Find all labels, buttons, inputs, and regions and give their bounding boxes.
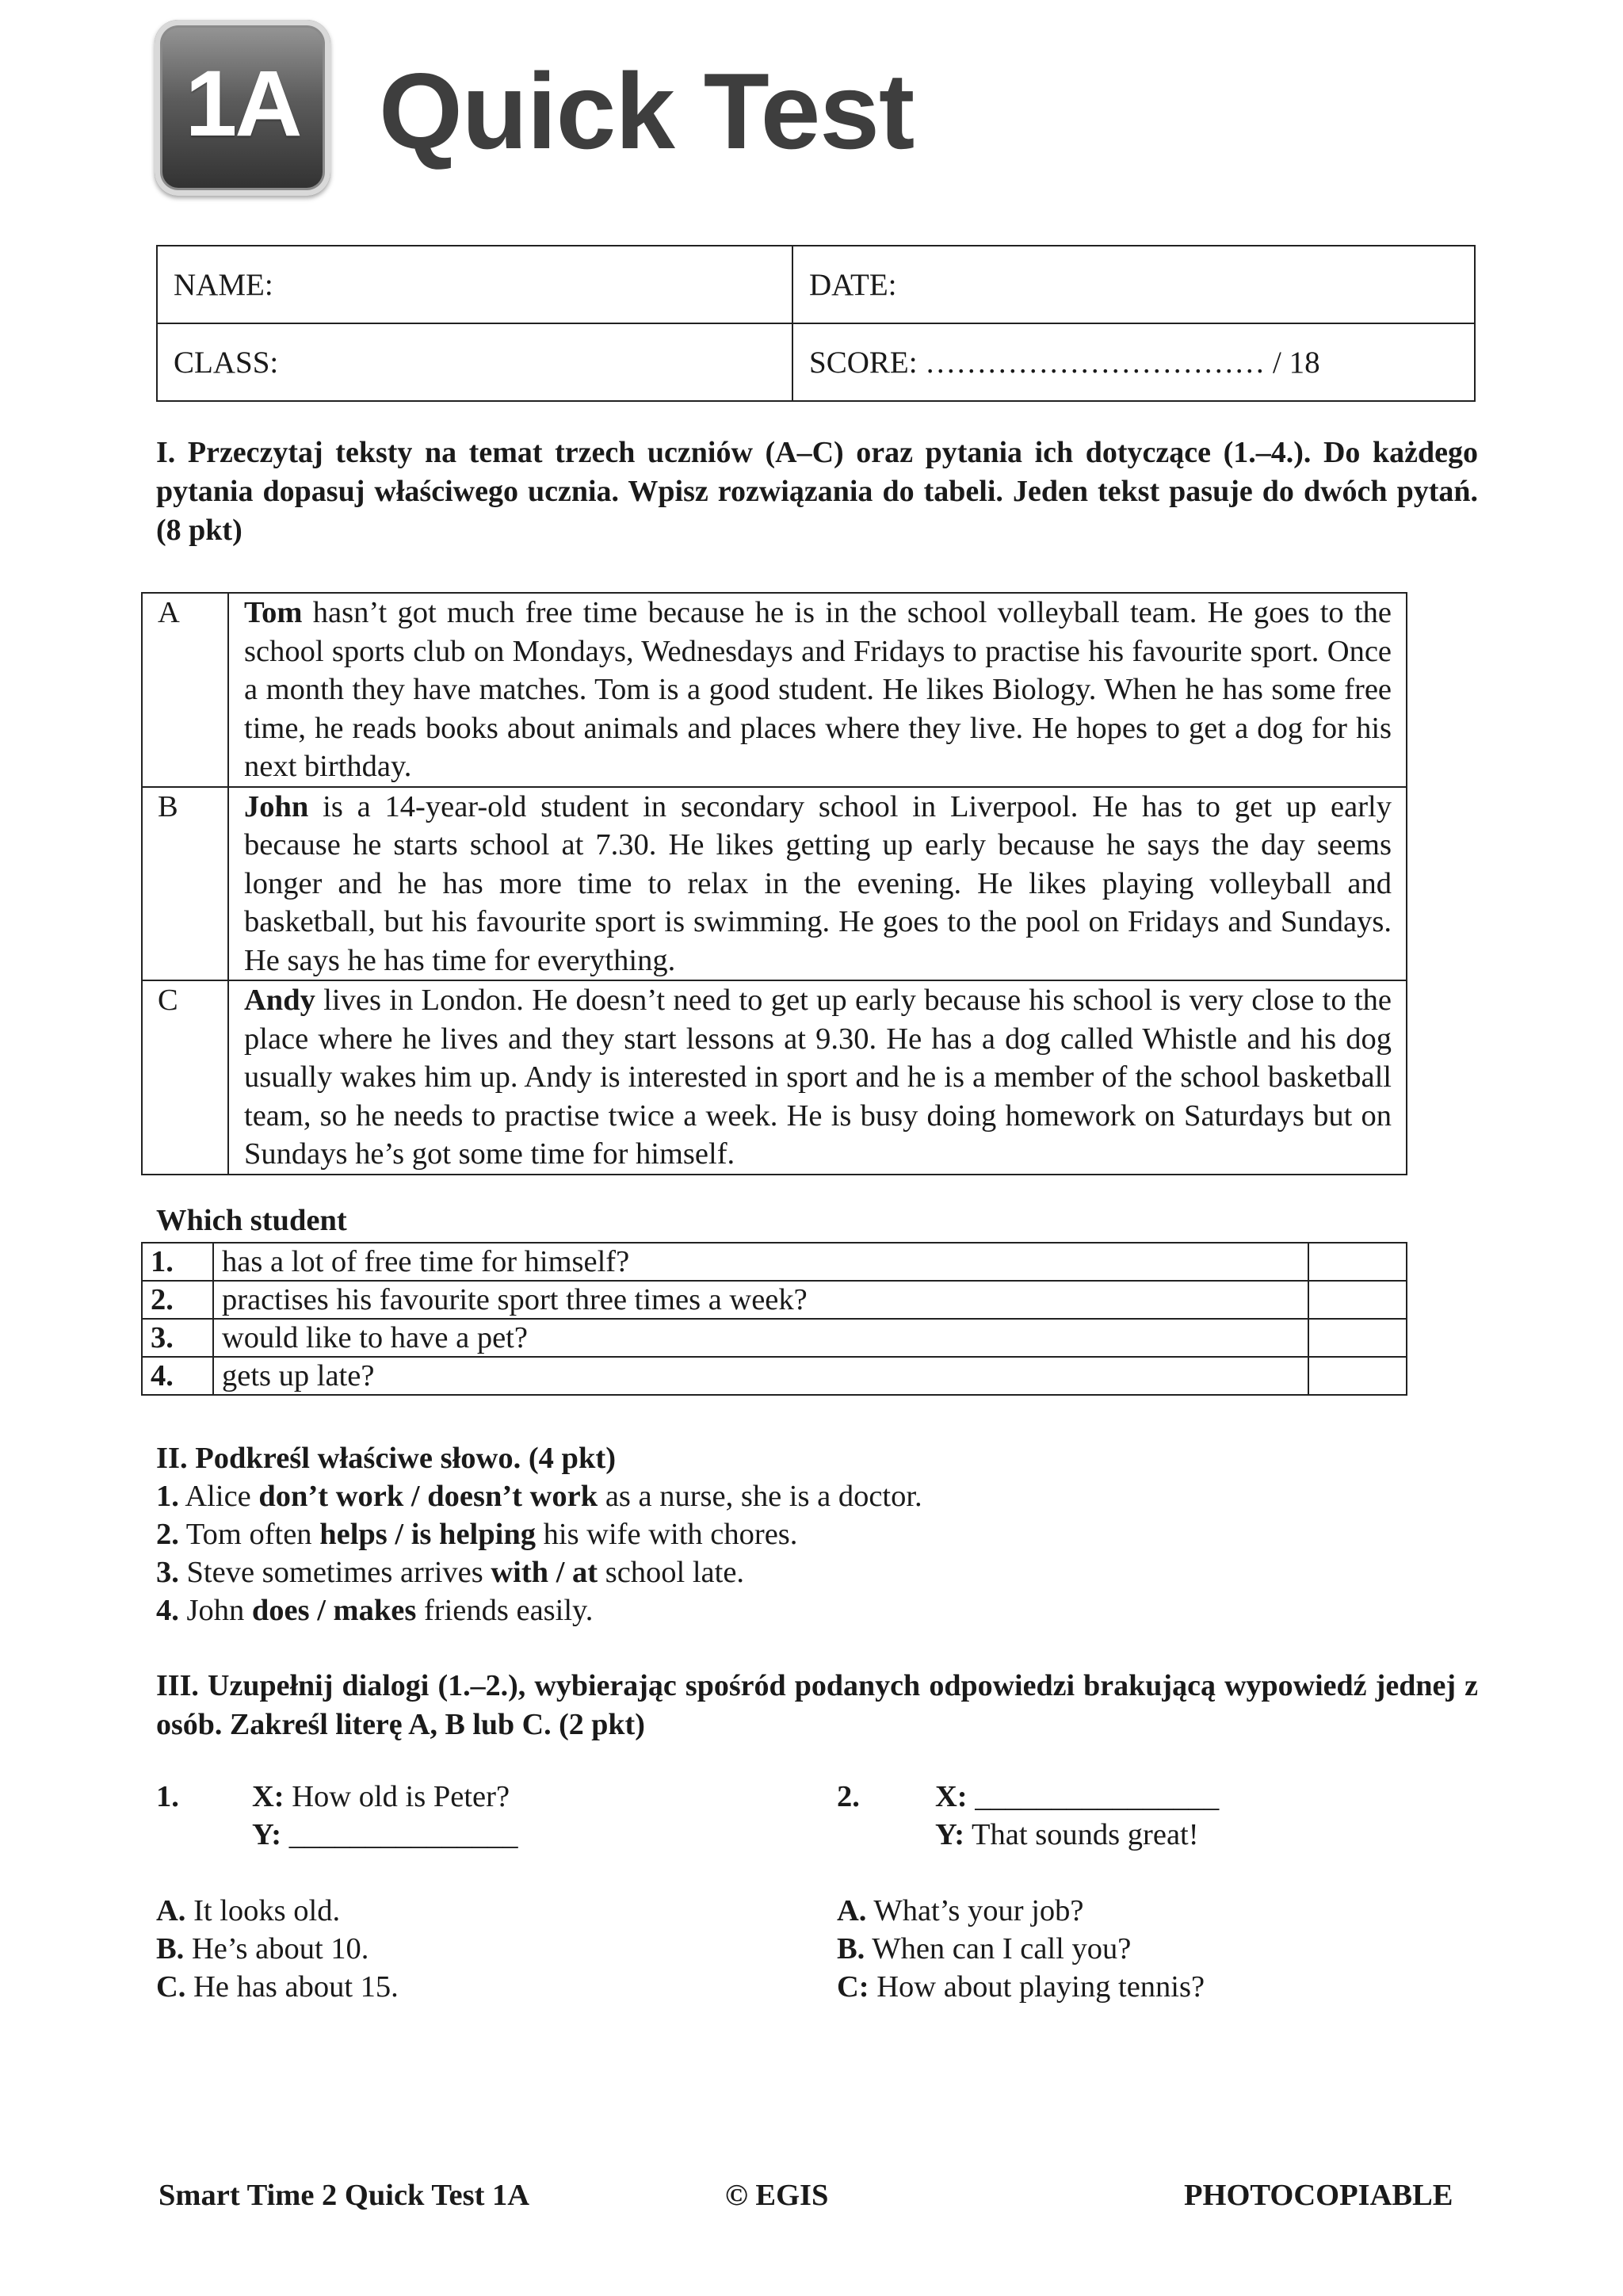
question-row [142,1357,1407,1395]
student-name: John [244,789,309,823]
unit-badge [155,20,330,196]
reading-text-row [142,593,1407,787]
dialog2-x-line [935,1778,1219,1816]
exercise-item [156,1477,922,1515]
question-text: would like to have a pet? [213,1319,1308,1357]
dialog1-number: 1. [156,1780,179,1813]
word-options[interactable]: don’t work / doesn’t work [258,1480,598,1513]
section1-heading: I. Przeczytaj teksty na temat trzech uczniów (A–C) oraz pytania ich dotyczące (1.–4.). Do każdego pytania dopasuj właściwego ucznia. Wpisz rozwiązania do tabeli. Jeden tekst pasuje do dwóch pytań. (8 pkt) [156,436,1478,547]
dialog1-option[interactable] [156,1892,340,1930]
reading-text [228,980,1407,1175]
question-number: 2. [142,1281,213,1319]
footer-copyright: © EGIS [725,2179,829,2212]
reading-texts-table [141,592,1407,1175]
speaker-y: Y: [935,1818,965,1851]
question-text: practises his favourite sport three times a week? [213,1281,1308,1319]
questions-table [141,1242,1407,1396]
dialog-text: That sounds great! [964,1818,1199,1851]
dialog-text: How old is Peter? [284,1780,510,1813]
page-title: Quick Test [379,51,915,171]
item-text-post: school late. [598,1556,745,1589]
option-text: He’s about 10. [184,1932,369,1966]
item-text-post: his wife with chores. [536,1518,798,1551]
option-text: It looks old. [185,1894,341,1927]
dialog2-number: 2. [837,1780,860,1813]
student-name: Andy [244,984,315,1017]
item-text-post: friends easily. [416,1594,594,1627]
section3-heading: III. Uzupełnij dialogi (1.–2.), wybierając spośród podanych odpowiedzi brakującą wypowiedź jednej z osób. Zakreśl literę A, B lub C. (2 pkt) [156,1669,1478,1741]
option-text: How about playing tennis? [869,1970,1205,2004]
dialog2-option[interactable] [837,1930,1131,1968]
reading-text-body: hasn’t got much free time because he is in the school volleyball team. He goes to the school sports club on Mondays, Wednesdays and Fridays to practise his favourite sport. Once a month they have matches. Tom is a good student. He likes Biology. When he has some free time, he reads books about animals and places where they live. He hopes to get a dog for his next birthday. [244,596,1392,783]
reading-text [228,593,1407,787]
student-name: Tom [244,596,303,629]
answer-cell[interactable] [1308,1281,1407,1319]
reading-text-body: is a 14-year-old student in secondary school in Liverpool. He has to get up early because he starts school at 7.30. He likes getting up early because he says the day seems longer and he has more time to relax in the evening. He likes playing volleyball and basketball, but his favourite sport is swimming. He goes to the pool on Fridays and Sundays. He says he has time for everything. [244,789,1392,977]
dialog-blank[interactable]: ________________ [967,1780,1220,1813]
section2-heading: II. Podkreśl właściwe słowo. (4 pkt) [156,1442,617,1475]
option-label: B. [156,1932,185,1966]
exercise-item [156,1553,744,1591]
which-student-label: Which student [156,1204,347,1237]
question-text: has a lot of free time for himself? [213,1243,1308,1281]
dialog2-y-line [935,1816,1199,1854]
option-label: A. [156,1894,186,1927]
exercise-item [156,1591,593,1629]
question-row [142,1319,1407,1357]
answer-cell[interactable] [1308,1357,1407,1395]
score-field: SCORE: …………………………… / 18 [792,323,1475,401]
student-info-table [156,245,1476,402]
dialog1-option[interactable] [156,1968,399,2006]
item-text-pre: Tom often [178,1518,320,1551]
word-options[interactable]: helps / is helping [319,1518,536,1551]
reading-text-body: lives in London. He doesn’t need to get up early because his school is very close to the place where he lives and they start lessons at 9.30. He has a dog called Whistle and his dog usually wakes him up. Andy is interested in sport and he is a member of the school basketball team, so he needs to practise twice a week. He is busy doing homework on Saturdays but on Sundays he’s got some time for himself. [244,984,1392,1171]
text-letter: B [142,787,228,981]
speaker-y: Y: [252,1818,282,1851]
option-label: C. [156,1970,186,2004]
word-options[interactable]: with / at [491,1556,598,1589]
answer-cell[interactable] [1308,1319,1407,1357]
dialog1-y-line [252,1816,517,1854]
text-letter: C [142,980,228,1175]
question-number: 1. [142,1243,213,1281]
dialog2-option[interactable] [837,1892,1084,1930]
dialog2-option[interactable] [837,1968,1205,2006]
item-text-pre: Alice [178,1480,259,1513]
item-number: 1. [156,1480,179,1513]
reading-text-row [142,980,1407,1175]
reading-text-row [142,787,1407,981]
name-field[interactable]: NAME: [157,246,792,323]
item-text-pre: Steve sometimes arrives [178,1556,491,1589]
option-label: B. [837,1932,865,1966]
question-text: gets up late? [213,1357,1308,1395]
reading-text [228,787,1407,981]
item-text-pre: John [178,1594,252,1627]
question-row [142,1243,1407,1281]
option-text: When can I call you? [865,1932,1132,1966]
unit-badge-label: 1A [185,52,300,156]
answer-cell[interactable] [1308,1243,1407,1281]
item-text-post: as a nurse, she is a doctor. [598,1480,922,1513]
speaker-x: X: [935,1780,968,1813]
item-number: 2. [156,1518,179,1551]
exercise-item [156,1515,797,1553]
text-letter: A [142,593,228,787]
option-label: C: [837,1970,869,2004]
option-text: What’s your job? [866,1894,1084,1927]
question-number: 3. [142,1319,213,1357]
item-number: 3. [156,1556,179,1589]
item-number: 4. [156,1594,179,1627]
question-row [142,1281,1407,1319]
speaker-x: X: [252,1780,285,1813]
option-text: He has about 15. [185,1970,399,2004]
option-label: A. [837,1894,867,1927]
footer-title: Smart Time 2 Quick Test 1A [158,2179,530,2212]
dialog1-option[interactable] [156,1930,369,1968]
date-field[interactable]: DATE: [792,246,1475,323]
question-number: 4. [142,1357,213,1395]
word-options[interactable]: does / makes [251,1594,417,1627]
footer-photocopiable: PHOTOCOPIABLE [1184,2179,1453,2212]
dialog1-x-line [252,1778,510,1816]
class-field[interactable]: CLASS: [157,323,792,401]
dialog-blank[interactable]: _______________ [281,1818,518,1851]
